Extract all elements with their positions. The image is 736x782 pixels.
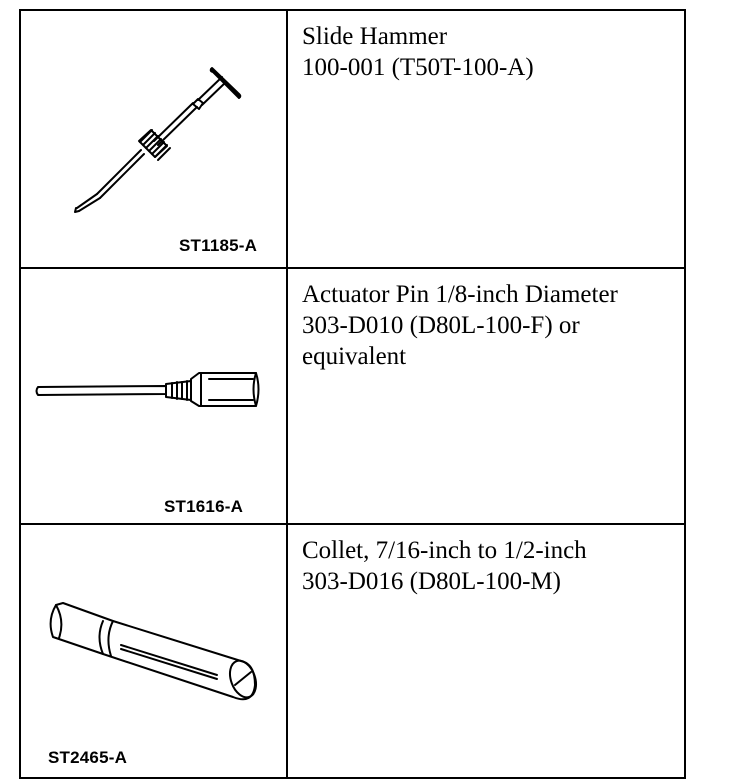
figure-code: ST2465-A bbox=[48, 748, 128, 767]
tool-row-slide-hammer bbox=[21, 11, 684, 267]
tool-name: Actuator Pin 1/8-inch Diameter bbox=[302, 281, 618, 308]
collet-icon bbox=[21, 525, 286, 777]
tool-part-number: 100-001 (T50T-100-A) bbox=[302, 54, 534, 81]
tool-description bbox=[290, 11, 684, 267]
tool-note: equivalent bbox=[302, 343, 407, 370]
illustration-cell bbox=[21, 525, 288, 777]
tool-description bbox=[290, 269, 684, 523]
tool-row-actuator-pin bbox=[21, 267, 684, 523]
tool-name: Collet, 7/16-inch to 1/2-inch bbox=[302, 537, 587, 564]
actuator-pin-icon bbox=[21, 269, 286, 523]
tool-part-number: 303-D010 (D80L-100-F) or bbox=[302, 312, 580, 339]
tool-part-number: 303-D016 (D80L-100-M) bbox=[302, 568, 561, 595]
tool-description bbox=[290, 525, 684, 777]
illustration-cell bbox=[21, 11, 288, 267]
figure-code: ST1185-A bbox=[179, 236, 258, 255]
special-tools-table bbox=[19, 9, 686, 779]
figure-code: ST1616-A bbox=[164, 497, 244, 516]
tool-row-collet bbox=[21, 523, 684, 777]
tool-name: Slide Hammer bbox=[302, 23, 448, 50]
illustration-cell bbox=[21, 269, 288, 523]
slide-hammer-icon bbox=[21, 11, 286, 267]
